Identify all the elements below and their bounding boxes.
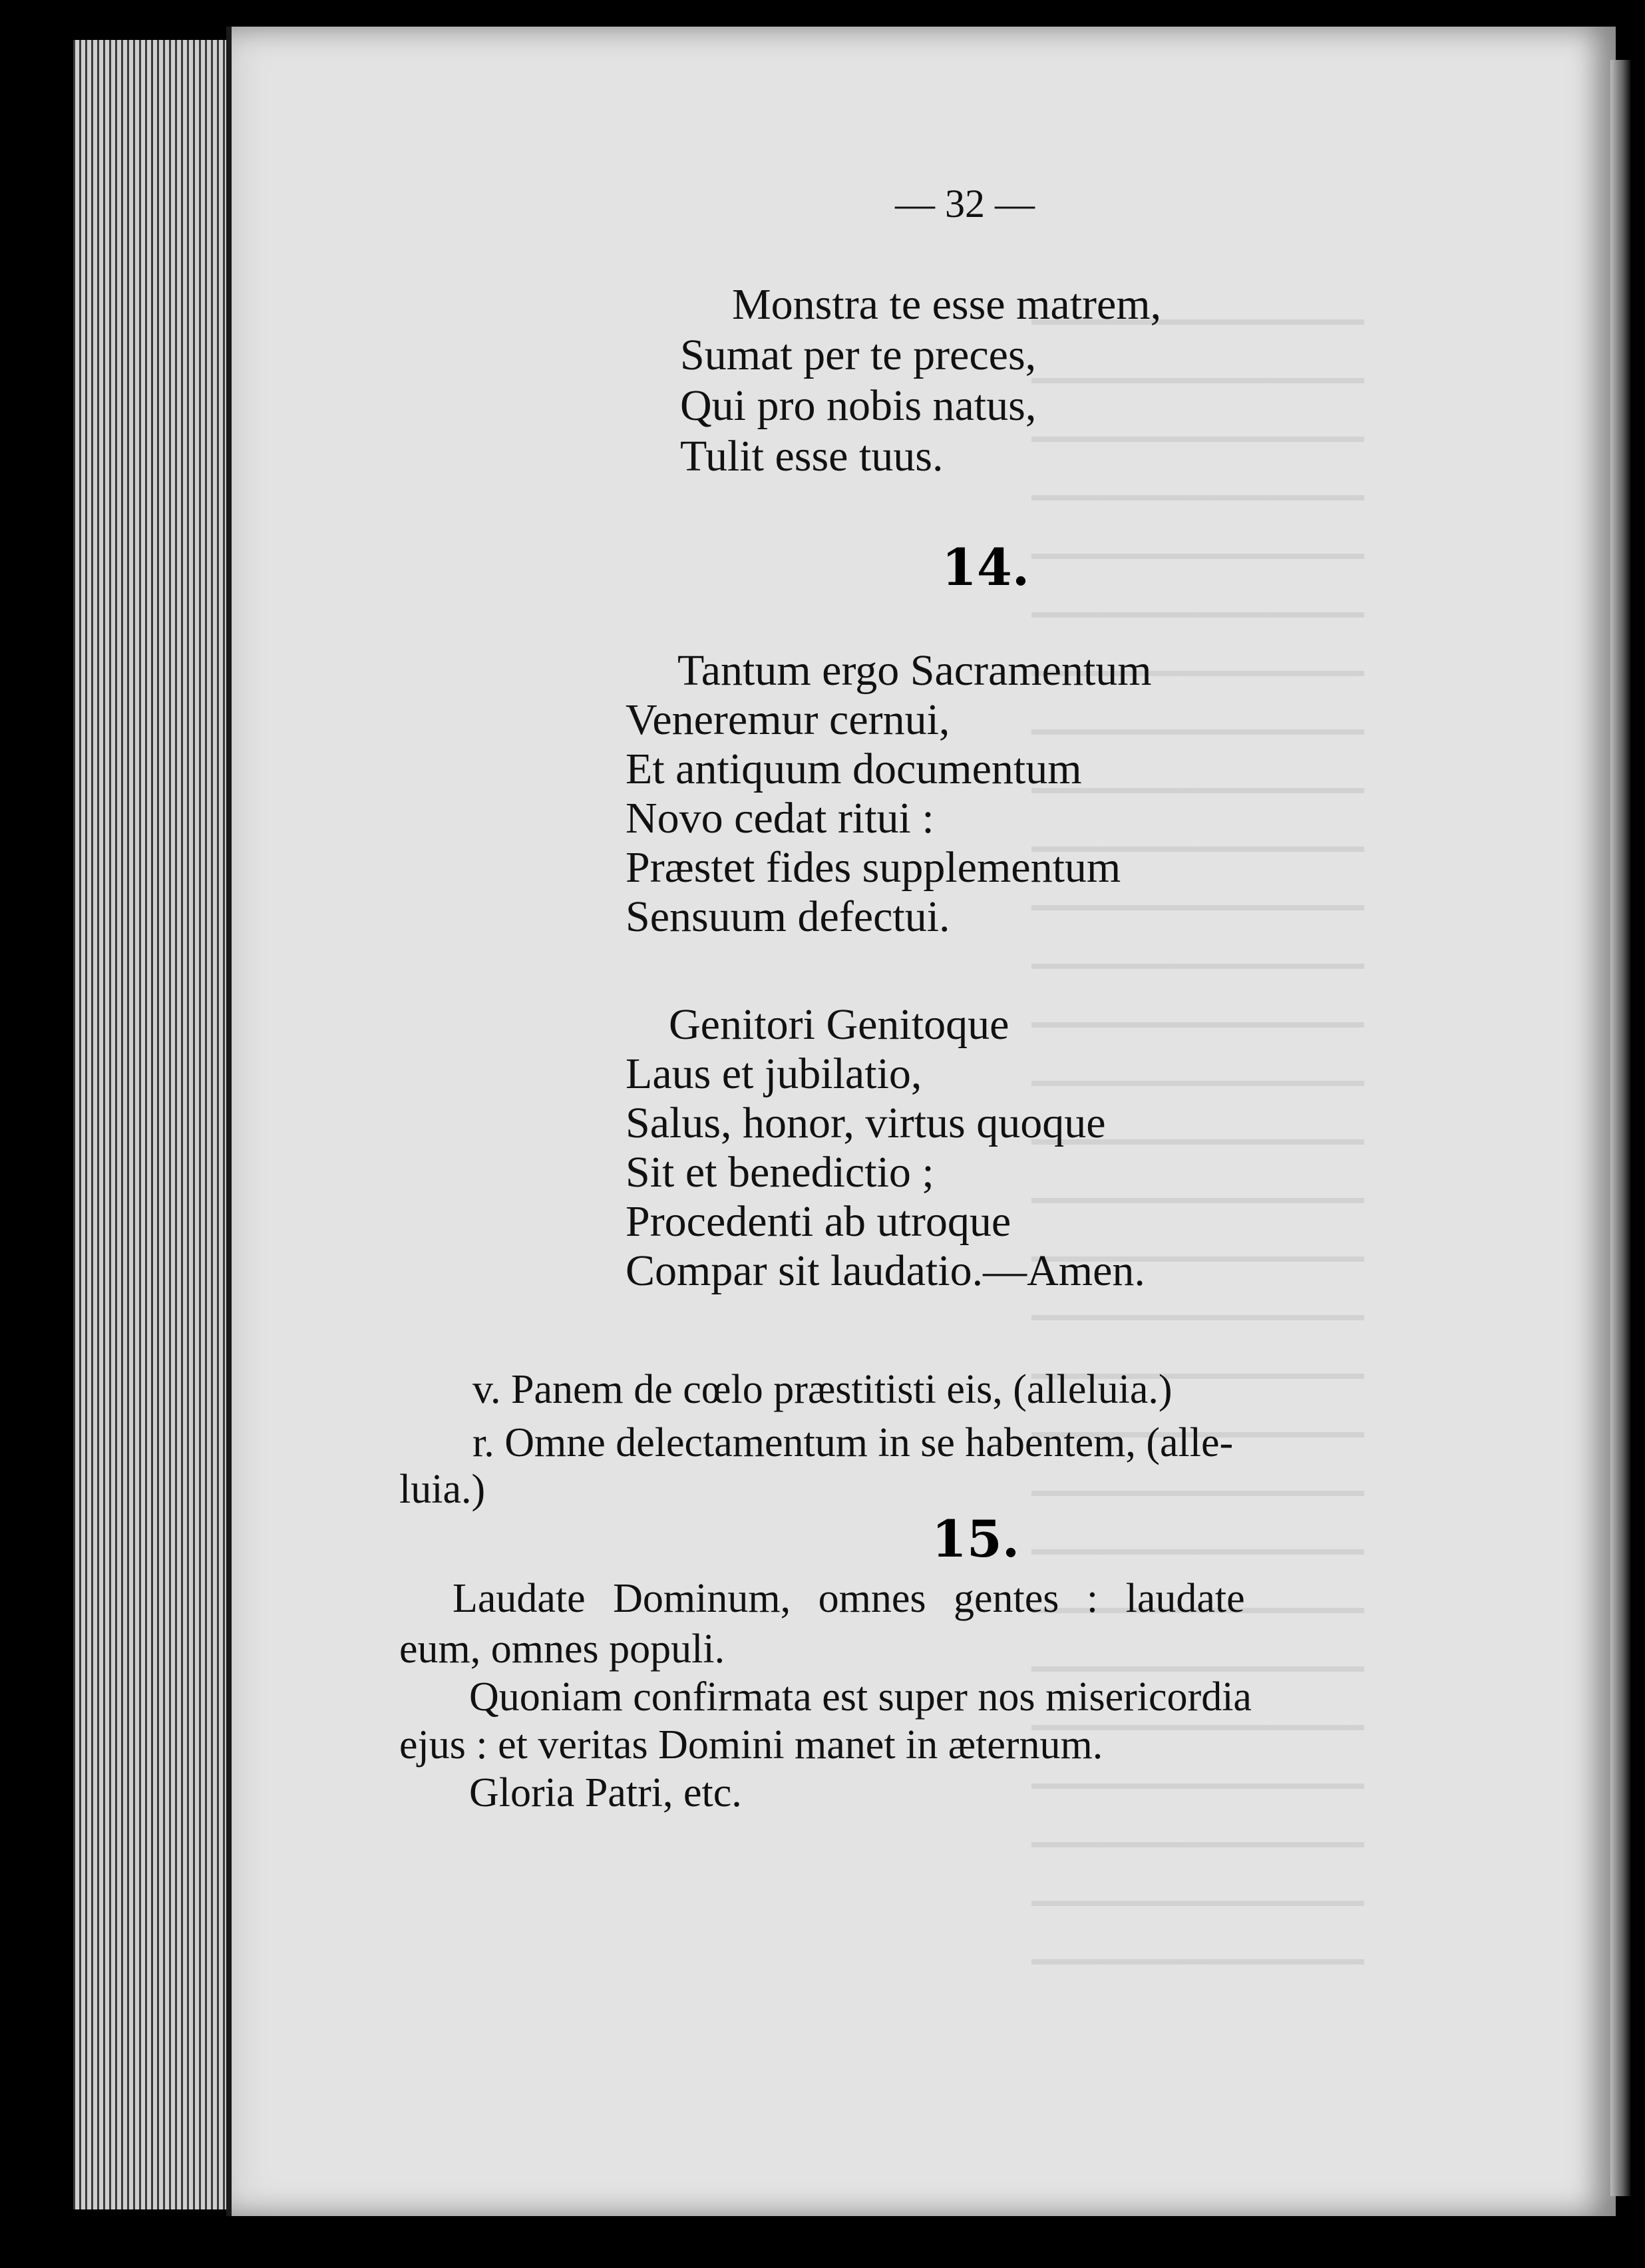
stanza-3-line: Genitori Genitoque — [669, 1000, 1009, 1049]
stanza-2-line: Novo cedat ritui : — [626, 794, 934, 843]
response-line: r. Omne delectamentum in se habentem, (alle- — [472, 1420, 1234, 1465]
psalm-line: Laudate Dominum, omnes gentes : laudate — [453, 1576, 1245, 1621]
stanza-3-line: Sit et benedictio ; — [626, 1148, 934, 1197]
psalm-line: ejus : et veritas Domini manet in æternum. — [399, 1722, 1103, 1768]
page-number: — 32 — — [895, 182, 1035, 226]
stanza-2-line: Sensuum defectui. — [626, 892, 950, 941]
page-stack-edge — [73, 40, 237, 2209]
psalm-line: Quoniam confirmata est super nos misericordia — [469, 1674, 1252, 1720]
stanza-2-line: Præstet fides supplementum — [626, 843, 1121, 892]
response-line: luia.) — [399, 1467, 486, 1512]
stanza-3-line: Procedenti ab utroque — [626, 1197, 1011, 1246]
stanza-2-line: Tantum ergo Sacramentum — [677, 646, 1152, 695]
stanza-3-line: Laus et jubilatio, — [626, 1049, 922, 1098]
stanza-1-line: Sumat per te preces, — [680, 331, 1037, 379]
stanza-1-line: Tulit esse tuus. — [680, 432, 944, 480]
section-number-14: 14. — [942, 538, 1030, 597]
stanza-2-line: Et antiquum documentum — [626, 745, 1082, 793]
stanza-3-line: Compar sit laudatio.—Amen. — [626, 1246, 1145, 1295]
stanza-1-line: Qui pro nobis natus, — [680, 381, 1037, 430]
stanza-3-line: Salus, honor, virtus quoque — [626, 1099, 1106, 1147]
section-number-15: 15. — [932, 1509, 1020, 1569]
psalm-line: eum, omnes populi. — [399, 1626, 725, 1672]
versicle: v. Panem de cœlo præstitisti eis, (alleluia.) — [472, 1367, 1173, 1412]
stanza-2-line: Veneremur cernui, — [626, 695, 950, 744]
stanza-1-line: Monstra te esse matrem, — [732, 280, 1162, 329]
page-right-edge — [1610, 60, 1630, 2196]
psalm-line: Gloria Patri, etc. — [469, 1770, 742, 1815]
